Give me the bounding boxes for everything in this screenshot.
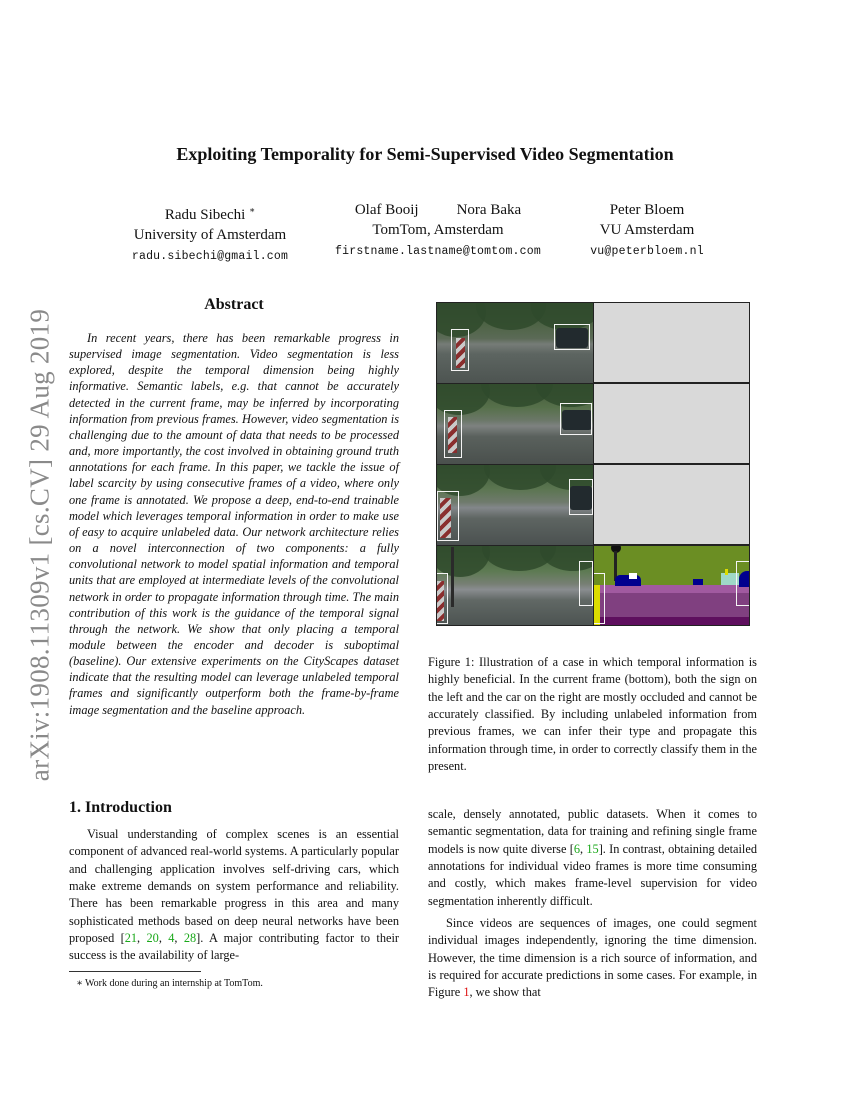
unlabeled-placeholder (593, 464, 750, 545)
footnote-mark: ∗ (76, 978, 83, 989)
author-email: firstname.lastname@tomtom.com (335, 245, 541, 258)
annotation-box (554, 324, 590, 350)
text-run: ]. In contrast, obtaining detailed annotations for individual video frames is more time consuming and costly, which makes frame-level supervision for video segmentation inherently difficult. (428, 841, 758, 908)
seg-misc (629, 573, 637, 579)
annotation-box (569, 479, 593, 515)
text-run: , we show that (469, 985, 541, 1000)
abstract-heading: Abstract (204, 296, 264, 313)
author-name: Radu Sibechi (164, 207, 246, 223)
author-name: Peter Bloem (609, 202, 685, 218)
text-run: scale, densely annotated, public datasets. When it comes to semantic segmentation, data for training and refining single frame models is now quite diverse [ (428, 807, 757, 856)
intro-paragraph-1-cont: scale, densely annotated, public datasets. When it comes to semantic segmentation, data for training and refining single frame models is now quite diverse [6, 15]. In contrast, obtaining detailed annotations for individual video frames is more time consuming and costly, which makes frame-level supervision for video segmentation inherently difficult. (428, 807, 758, 908)
seg-road-dark (593, 617, 750, 626)
text-run: ]. A major contributing factor to their success is the availability of large- (69, 931, 400, 963)
intro-right-column (428, 806, 757, 1002)
seg-car (615, 575, 641, 586)
author-affiliation: University of Amsterdam (133, 227, 287, 243)
citation-link[interactable]: 15 (586, 841, 599, 856)
citation-link[interactable]: 28 (183, 931, 197, 946)
segmentation-output (593, 545, 750, 626)
author-affiliation: TomTom, Amsterdam (372, 222, 504, 238)
video-frame-1 (436, 302, 593, 383)
video-frame-3 (436, 464, 593, 545)
annotation-box (437, 491, 459, 541)
annotation-box (444, 410, 462, 458)
unlabeled-placeholder (593, 383, 750, 464)
abstract-text: In recent years, there has been remarkable progress in supervised image segmentation. Video segmentation is less explored, despite the temporal dimension being highly informative. Semantic labels, e.g. that cannot be accurately detected in the current frame, may be inferred by incorporating information from previous frames. However, video segmentation is challenging due to the amount of data that needs to be processed and, more importantly, the cost involved in obtaining ground truth annotations for each frame. In this paper, we tackle the issue of label scarcity by using consecutive frames of a video, where only one frame is annotated. We propose a deep, end-to-end trainable model which leverages temporal information in order to make use of easy to acquire unlabeled data. Our network architecture relies on a novel interconnection of two components: a fully convolutional network to model spatial information and temporal units that are employed at intermediate levels of the convolutional network in order to propagate information through time. The main contribution of this work is the guidance of the temporal signal through the network. We show that only placing a temporal module between the encoder and decoder is suboptimal (baseline). Our extensive experiments on the CityScapes dataset indicate that the resulting model can leverage unlabeled temporal frames and significantly outperform both the frame-by-frame image segmentation and the baseline approach. (69, 331, 399, 717)
author-block-3 (572, 200, 722, 262)
annotation-box (593, 573, 605, 624)
seg-car-far (693, 579, 703, 585)
author-mark: ∗ (249, 205, 256, 215)
author-name-2: Nora Baka (456, 202, 522, 218)
paper-title: Exploiting Temporality for Semi-Supervised Video Segmentation (176, 144, 674, 164)
annotation-box (736, 561, 750, 606)
annotation-box (579, 561, 593, 606)
intro-paragraph-1: Visual understanding of complex scenes is an essential component of advanced real-world systems. A particularly popular and challenging application involves self-driving cars, which make extreme demands on system performance and reliability. There has been remarkable progress in this area and many sophisticated methods based on deep neural networks have been proposed [21, 20, 4, 28]. A major contributing factor to their success is the availability of large- (69, 827, 400, 963)
text-run: Visual understanding of complex scenes is an essential component of advanced real-world systems. A particularly popular and challenging application involves self-driving cars, which make extreme demands on system performance and reliability. There has been remarkable progress in this area and many sophisticated methods based on deep neural networks have been proposed [ (69, 827, 399, 946)
citation-link[interactable]: 6 (573, 841, 580, 856)
video-frame-current (436, 545, 593, 626)
seg-sidewalk (593, 585, 750, 593)
arxiv-stamp: arXiv:1908.11309v1 [cs.CV] 29 Aug 2019 (24, 308, 55, 782)
author-email: vu@peterbloem.nl (590, 245, 704, 258)
section-heading-introduction: 1. Introduction (69, 799, 172, 816)
annotation-box (560, 403, 592, 435)
figure-1 (436, 302, 750, 626)
text-run: Since videos are sequences of images, one could segment individual images independently, ignoring the time dimension. However, the time dimension is a rich source of information, and is required for accurate predictions in some cases. For example, in Figure (428, 916, 757, 1000)
seg-sign-small (725, 569, 728, 575)
citation-link[interactable]: 4 (168, 931, 175, 946)
author-email: radu.sibechi@gmail.com (131, 250, 289, 263)
author-block-1 (110, 200, 310, 267)
video-frame-2 (436, 383, 593, 464)
footnote (69, 978, 263, 989)
figure-reference-link[interactable]: 1 (463, 985, 470, 1000)
footnote-rule (69, 971, 201, 972)
author-affiliation: VU Amsterdam (599, 222, 695, 238)
intro-paragraph-2 (428, 915, 757, 1002)
footnote-text: Work done during an internship at TomTom. (85, 978, 263, 989)
unlabeled-placeholder (593, 302, 750, 383)
author-block-2 (318, 200, 558, 262)
figure-caption: Figure 1: Illustration of a case in which temporal information is highly beneficial. In the current frame (bottom), both the sign on the left and the car on the right are mostly occluded and cannot be accurately classified. By including unlabeled information from previous frames, we can infer their type and propagate this information through time, in order to correctly classify them in the present. (428, 655, 757, 774)
citation-link[interactable]: 20 (146, 931, 159, 946)
annotation-box (451, 329, 469, 371)
figure-divider (593, 302, 594, 626)
author-name: Olaf Booij (354, 202, 419, 218)
citation-link[interactable]: 21 (124, 931, 138, 946)
annotation-box (436, 573, 448, 624)
